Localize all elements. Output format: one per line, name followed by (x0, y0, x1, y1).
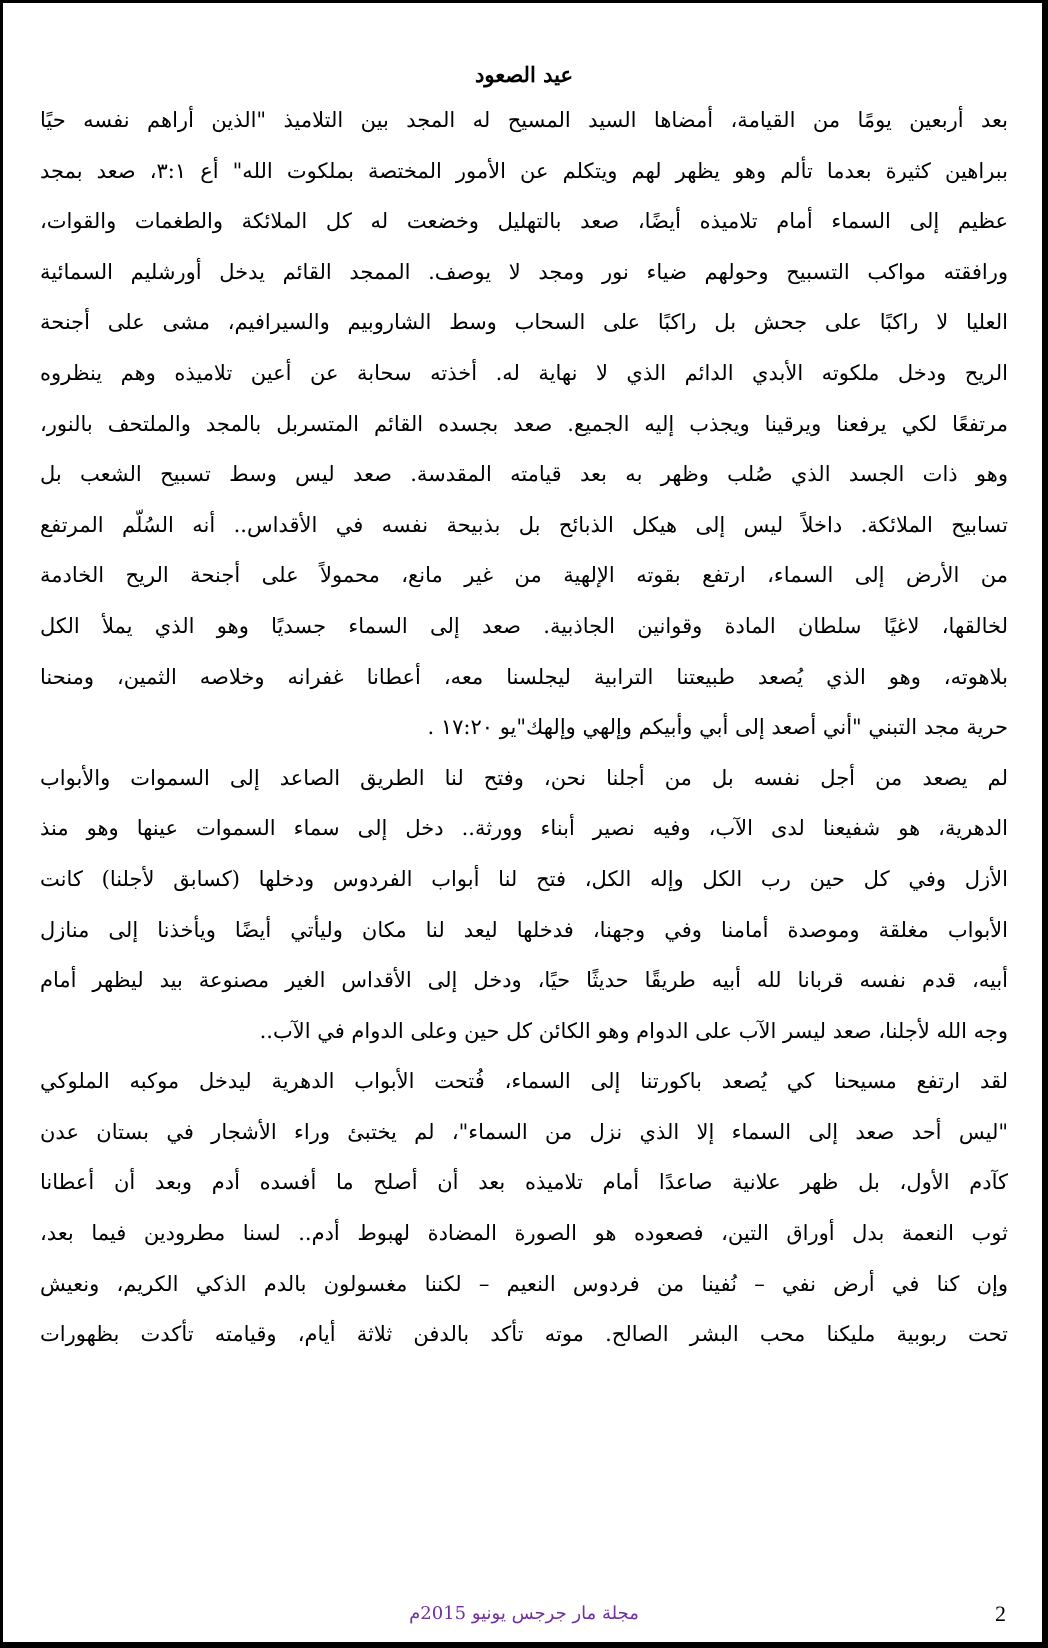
text-line: وهو ذات الجسد الذي صُلب وظهر به بعد قيامته المقدسة. صعد ليس وسط تسبيح الشعب بل (40, 462, 1008, 487)
text-line: ثوب النعمة بدل أوراق التين، فصعوده هو الصورة المضادة لهبوط أدم.. لسنا مطرودين فيما بعد، (40, 1221, 1008, 1246)
article (40, 55, 1008, 1360)
text-line: حرية مجد التبني "أني أصعد إلى أبي وأبيكم وإلهي وإلهك"يو ١٧:٢٠ . (427, 715, 1008, 740)
text-line: تسابيح الملائكة. داخلاً ليس إلى هيكل الذبائح بل بذبيحة نفسه في الأقداس.. أنه السُلّم المرتفع (40, 512, 1008, 537)
text-line: لخالقها، لاغيًا سلطان المادة وقوانين الجاذبية. صعد إلى السماء جسديًا وهو الذي يملأ الكل (40, 613, 1008, 638)
text-line: عظيم إلى السماء أمام تلاميذه أيضًا، صعد بالتهليل وخضعت له كل الملائكة والطغمات والقوات، (40, 209, 1008, 234)
text-line: الأزل وفي كل حين رب الكل وإله الكل، فتح لنا أبواب الفردوس ودخلها (كسابق لأجلنا) كانت (40, 866, 1008, 891)
text-line: الدهرية، هو شفيعنا لدى الآب، وفيه نصير أبناء وورثة.. دخل إلى سماء السموات عينها وهو منذ (40, 816, 1008, 841)
page-number: 2 (995, 1601, 1006, 1626)
article-title: عيد الصعود (475, 62, 573, 87)
article-body (40, 95, 1008, 1360)
text-line: العليا لا راكبًا على جحش بل راكبًا على السحاب وسط الشاروبيم والسيرافيم، مشى على أجنحة (40, 310, 1008, 335)
text-line: أبيه، قدم نفسه قربانا لله أبيه طريقًا حديثًا حيًا، ودخل إلى الأقداس الغير مصنوعة بيد ليظهر أمام (40, 968, 1008, 993)
text-line: لم يصعد من أجل نفسه بل من أجلنا نحن، وفتح لنا الطريق الصاعد إلى السموات والأبواب (40, 765, 1008, 790)
text-line: وجه الله لأجلنا، صعد ليسر الآب على الدوام وهو الكائن كل حين وعلى الدوام في الآب.. (259, 1018, 1008, 1043)
text-line: الأبواب مغلقة وموصدة أمامنا وفي وجهنا، فدخلها ليعد لنا مكان وليأتي أيضًا ويأخذنا إلى منازل (40, 917, 1008, 942)
text-line: لقد ارتفع مسيحنا كي يُصعد باكورتنا إلى السماء، فُتحت الأبواب الدهرية ليدخل موكبه الملوكي (40, 1069, 1008, 1094)
text-line: تحت ربوبية مليكنا محب البشر الصالح. موته تأكد بالدفن ثلاثة أيام، وقيامته تأكدت بظهورات (40, 1322, 1008, 1347)
text-line: وإن كنا في أرض نفي – نُفينا من فردوس النعيم – لكننا مغسولون بالدم الذكي الكريم، ونعيش (40, 1271, 1008, 1296)
page-footer (0, 1594, 1048, 1634)
text-line: ببراهين كثيرة بعدما تألم وهو يظهر لهم ويتكلم عن الأمور المختصة بملكوت الله" أع ٣:١، صعد بمجد (40, 158, 1008, 183)
magazine-name: مجلة مار جرجس يونيو 2015م (409, 1603, 639, 1624)
text-line: ورافقته مواكب التسبيح وحولهم ضياء نور ومجد لا يوصف. الممجد القائم يدخل أورشليم السمائية (40, 259, 1008, 284)
text-line: الريح ودخل ملكوته الأبدي الدائم الذي لا نهاية له. أخذته سحابة عن أعين تلاميذه وهم ينظروه (40, 360, 1008, 385)
text-line: بعد أربعين يومًا من القيامة، أمضاها السيد المسيح له المجد بين التلاميذ "الذين أراهم نفسه حيًا (40, 108, 1008, 132)
text-line: بلاهوته، وهو الذي يُصعد طبيعتنا الترابية ليجلسنا معه، أعطانا غفرانه وخلاصه الثمين، ومنحنا (40, 664, 1008, 689)
text-line: كآدم الأول، بل ظهر علانية صاعدًا أمام تلاميذه بعد أن أصلح ما أفسده أدم وبعد أن أعطانا (40, 1170, 1008, 1195)
text-line: مرتفعًا لكي يرفعنا ويرقينا ويجذب إليه الجميع. صعد بجسده القائم المتسربل بالمجد والملتحف بالنور، (40, 411, 1008, 436)
text-line: "ليس أحد صعد إلى السماء إلا الذي نزل من السماء"، لم يختبئ وراء الأشجار في بستان عدن (40, 1119, 1008, 1144)
text-line: من الأرض إلى السماء، ارتفع بقوته الإلهية من غير مانع، محمولاً على أجنحة الريح الخادمة (40, 563, 1008, 588)
